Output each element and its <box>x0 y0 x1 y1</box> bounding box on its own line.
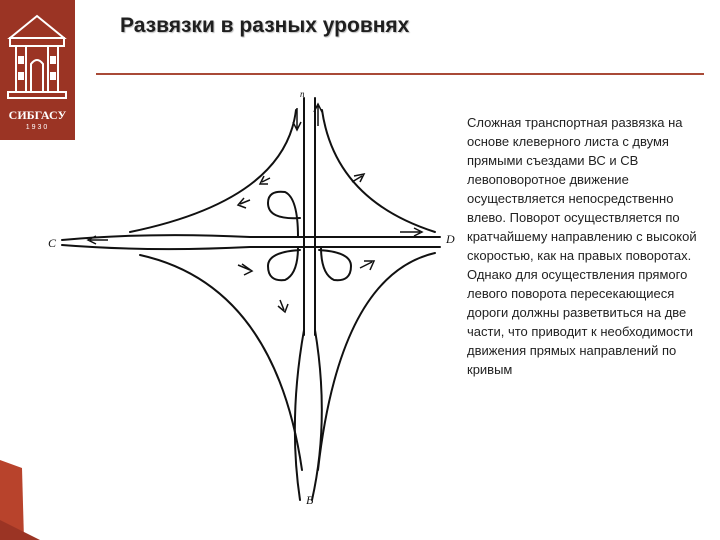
arrow-nw-loop <box>238 198 250 208</box>
logo-year: 1930 <box>25 124 50 131</box>
slide-title: Развязки в разных уровнях <box>120 14 410 37</box>
arrow-sw-lower <box>278 300 288 312</box>
ramp-northeast <box>322 110 435 232</box>
title-divider <box>96 73 704 75</box>
cloverleaf-interchange-diagram <box>40 90 460 515</box>
arrow-nw-ramp <box>260 176 270 184</box>
label-west: С <box>48 236 57 250</box>
logo-name: СИБГАСУ <box>8 108 67 122</box>
loop-northwest <box>268 192 300 237</box>
east-west-road-bottom <box>62 245 440 249</box>
label-south: В <box>306 493 314 507</box>
label-north: п <box>300 90 305 99</box>
corner-decoration <box>0 460 40 540</box>
ramp-southeast <box>318 253 435 470</box>
loop-southwest <box>268 247 300 280</box>
ramp-northwest <box>130 110 296 232</box>
east-west-road-top <box>62 235 440 240</box>
south-branch-right <box>312 330 322 500</box>
south-branch-left <box>295 330 304 500</box>
description-text: Сложная транспортная развязка на основе клеверного листа с двумя прямыми съездами ВС и СВ левоповоротное движение осуществляется непосредственно влево. Поворот осуществляется по кратчайшему направлению с высокой скоростью, как на правых поворотах. Однако для осуществления прямого левого поворота пересекающиеся дороги должны разветвиться на две части, что приводит к необходимости движения прямых направлений по кривым <box>467 115 697 377</box>
loop-southeast <box>319 247 351 280</box>
arrow-east <box>400 228 422 236</box>
arrow-sw-ramp <box>238 264 252 275</box>
arrow-ne-ramp <box>352 174 364 182</box>
arrow-se-ramp <box>360 261 374 270</box>
label-east: D <box>446 232 455 246</box>
ramp-southwest <box>140 255 302 470</box>
